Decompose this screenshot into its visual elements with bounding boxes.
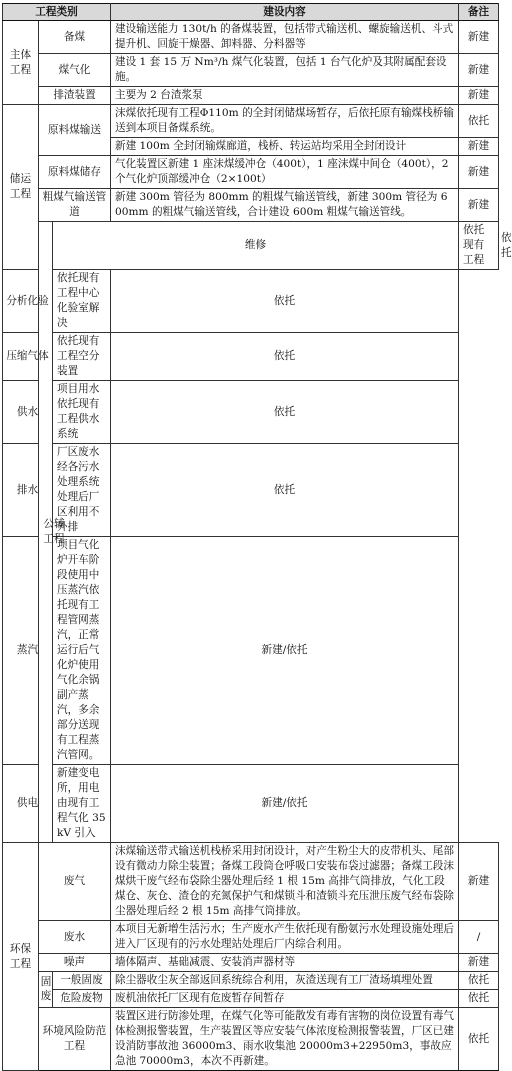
item-note: / (459, 921, 499, 954)
item-note: 依托 (459, 105, 499, 138)
item-note: 依托 (459, 990, 499, 1008)
table-row (3, 921, 499, 954)
item-note: 新建 (459, 954, 499, 972)
item-content: 新建 300m 管径为 800mm 的粗煤气输送管线，新建 300m 管径为 600mm 的粗煤气输送管线，合计建设 600m 粗煤气输送管线。 (111, 189, 459, 222)
item-note: 新建 (459, 54, 499, 87)
item-note: 新建 (459, 189, 499, 222)
item-label: 煤气化 (39, 54, 111, 87)
item-content: 废机油依托厂区现有危废暂存间暂存 (111, 990, 459, 1008)
item-note: 依托 (111, 381, 459, 444)
header-category: 工程类别 (3, 4, 111, 21)
table-row (3, 972, 499, 990)
item-label: 废气 (39, 843, 111, 921)
item-label: 废水 (39, 921, 111, 954)
item-label: 粗煤气输送管道 (39, 189, 111, 222)
table-row (3, 105, 499, 138)
table-row (3, 990, 499, 1008)
item-note: 依托 (459, 1008, 499, 1071)
project-composition-table (2, 3, 512, 1071)
table-row (3, 843, 499, 921)
item-content: 沫煤输送带式输送机栈桥采用封闭设计，对产生粉尘大的皮带机头、尾部设有微动力除尘装置；备煤工段筒仓呼吸口安装布袋过滤器；备煤工段沫煤烘干废气经布袋除尘器处理后经 1 根 15m 高排气筒排放，气化工段煤仓、灰仓、渣仓的充氮保护气和煤锁斗和渣锁斗充压泄压废气经布袋除尘器处理后经 2 根 15m 高排气筒排放。 (111, 843, 459, 921)
table-row (3, 1008, 499, 1071)
category-environment: 环保工程 (3, 843, 39, 1071)
item-note: 依托 (111, 333, 459, 381)
item-content: 装置区进行防渗处理，在煤气化等可能散发有毒有害物的岗位设置有毒气体检测报警装置，生产装置区等应安装气体浓度检测报警装置，厂区已建设消防事故池 36000m3、雨水收集池 20000m3+22950m3，事故应急池 70000m3，本次不再新建。 (111, 1008, 459, 1071)
item-label: 一般固废 (53, 972, 111, 990)
item-label: 环境风险防范工程 (39, 1008, 111, 1071)
item-content: 建设 1 套 15 万 Nm³/h 煤气化装置，包括 1 台气化炉及其附属配套设施。 (111, 54, 459, 87)
item-content: 主要为 2 台渣浆泵 (111, 87, 459, 105)
item-content: 建设输送能力 130t/h 的备煤装置，包括带式输送机、螺旋输送机、斗式提升机、回旋干燥器、卸料器、分料器等 (111, 21, 459, 54)
table-row (3, 537, 499, 765)
category-utility: 公辅工程 (39, 222, 53, 843)
item-note: 新建 (459, 21, 499, 54)
table-row (3, 381, 499, 444)
item-note: 新建 (459, 138, 499, 156)
table-row (3, 54, 499, 87)
item-label: 蒸汽 (3, 537, 53, 765)
item-label: 排渣装置 (39, 87, 111, 105)
table-row (3, 87, 499, 105)
item-content: 依托现有工程 (459, 222, 499, 270)
item-content: 本项目无新增生活污水；生产废水产生依托现有酚氨污水处理设施处理后进入厂区现有的污水处理站处理后厂内综合利用。 (111, 921, 459, 954)
item-label: 噪声 (39, 954, 111, 972)
item-content: 新建变电所，用电由现有工程气化 35kV 引入 (53, 765, 111, 843)
table-row (3, 156, 499, 189)
category-storage: 储运工程 (3, 105, 39, 270)
item-note: 依托 (111, 444, 459, 537)
solid-waste-label: 固废 (39, 972, 53, 1008)
item-content: 依托现有工程中心化验室解决 (53, 270, 111, 333)
table-header-row (3, 4, 499, 21)
item-note: 新建 (459, 843, 499, 921)
table-row: 公辅工程 维修 依托现有工程 依托 (3, 222, 499, 270)
item-label: 供水 (3, 381, 53, 444)
item-label: 危险废物 (53, 990, 111, 1008)
item-label: 原料煤输送 (39, 105, 111, 156)
item-label: 分析化验 (3, 270, 53, 333)
item-content: 新建 100m 全封闭输煤廊道，栈桥、转运站均采用全封闭设计 (111, 138, 459, 156)
item-note: 依托 (459, 972, 499, 990)
item-label: 压缩气体 (3, 333, 53, 381)
item-label: 原料煤储存 (39, 156, 111, 189)
item-note: 新建 (459, 87, 499, 105)
item-note: 依托 (111, 270, 459, 333)
header-note: 备注 (459, 4, 499, 21)
table-row (3, 270, 499, 333)
item-note: 新建/依托 (111, 765, 459, 843)
item-content: 沫煤依托现有工程Φ110m 的全封闭储煤场暂存，后依托原有输煤栈桥输送到本项目备煤系统。 (111, 105, 459, 138)
table-row (3, 333, 499, 381)
item-content: 气化装置区新建 1 座沫煤缓冲仓（400t），1 座沫煤中间仓（400t），2 个气化炉顶部缓冲仓（2×100t） (111, 156, 459, 189)
item-note: 新建/依托 (111, 537, 459, 765)
item-note: 新建 (459, 156, 499, 189)
item-label: 备煤 (39, 21, 111, 54)
table-row (3, 954, 499, 972)
item-label: 维修 (53, 222, 459, 270)
category-main: 主体工程 (3, 21, 39, 105)
table-row (3, 189, 499, 222)
table-row (3, 765, 499, 843)
item-content: 除尘器收尘灰全部返回系统综合利用，灰渣送现有工厂渣场填埋处置 (111, 972, 459, 990)
item-content: 项目用水依托现有工程供水系统 (53, 381, 111, 444)
item-label: 供电 (3, 765, 53, 843)
table-row (3, 444, 499, 537)
item-content: 依托现有工程空分装置 (53, 333, 111, 381)
item-content: 墙体隔声、基础减震、安装消声器材等 (111, 954, 459, 972)
header-content: 建设内容 (111, 4, 459, 21)
item-content: 项目气化炉开车阶段使用中压蒸汽依托现有工程管网蒸汽，正常运行后气化炉使用气化余锅副产蒸汽，多余部分送现有工程蒸汽管网。 (53, 537, 111, 765)
item-label: 排水 (3, 444, 53, 537)
item-content: 厂区废水经各污水处理系统处理后厂区利用不外排 (53, 444, 111, 537)
table-row (3, 21, 499, 54)
